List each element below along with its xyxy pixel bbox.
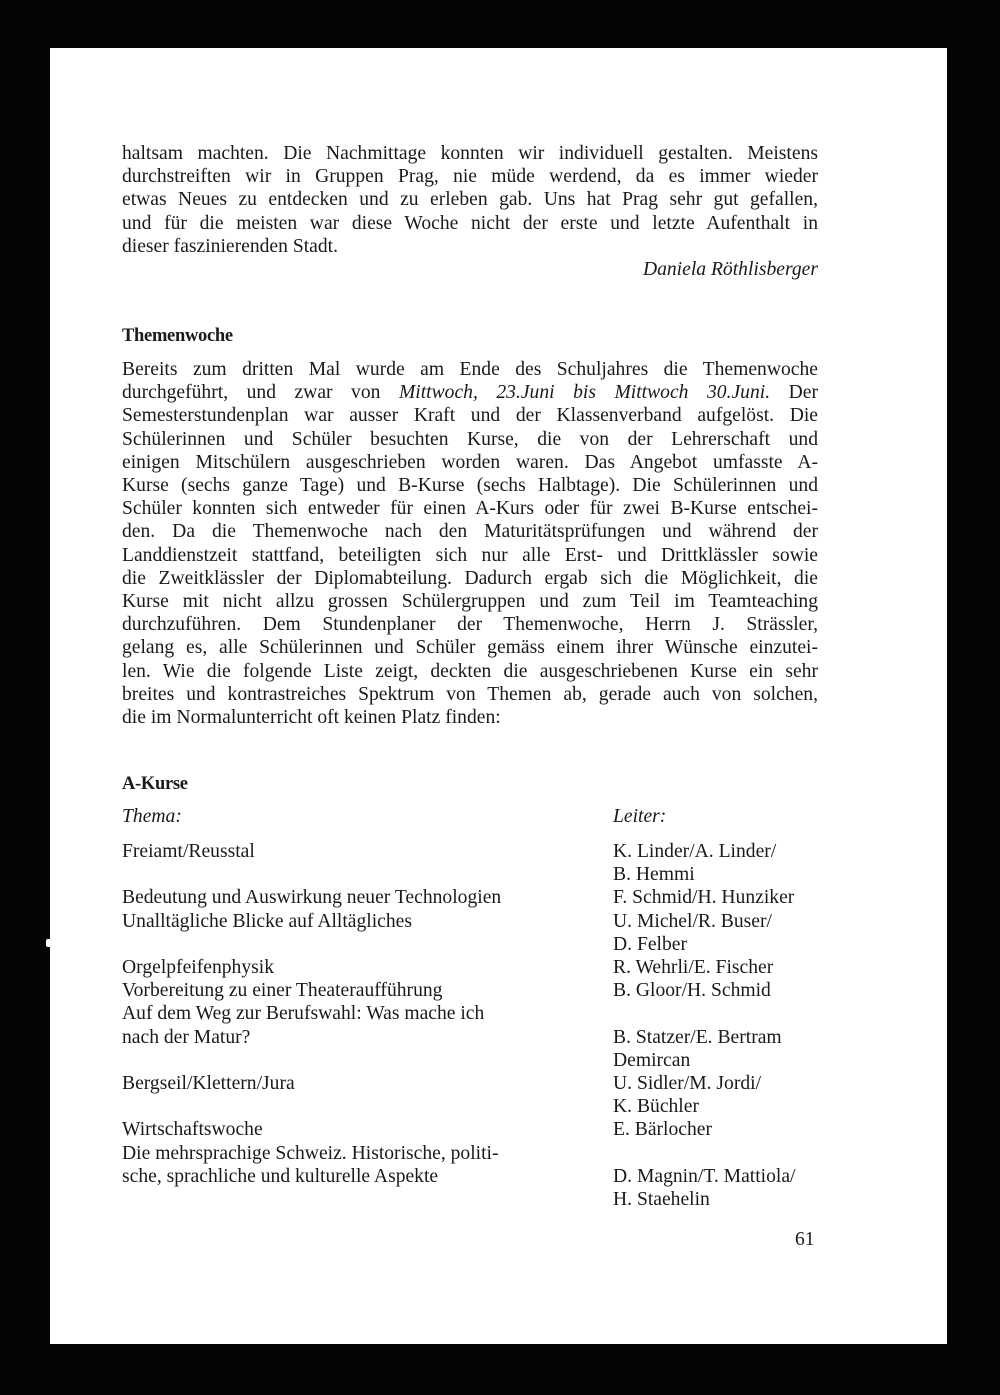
course-leader: B. Statzer/E. Bertram [613, 1026, 782, 1048]
text-line: Landdienstzeit stattfand, beteiligten sich nur alle Erst- und Drittklässler sowie [122, 544, 818, 566]
thema-column-header: Thema: [122, 806, 182, 827]
course-leader: B. Hemmi [613, 864, 695, 886]
course-topic: sche, sprachliche und kulturelle Aspekte [122, 1165, 439, 1187]
course-topic: Orgelpfeifenphysik [122, 956, 274, 978]
section-heading-themenwoche: Themenwoche [122, 326, 233, 346]
text-line: die Zweitklässler der Diplomabteilung. Dadurch ergab sich die Möglichkeit, die [122, 567, 818, 589]
intro-paragraph [122, 142, 818, 258]
spacer [122, 863, 501, 886]
course-leader: U. Michel/R. Buser/ [613, 910, 772, 932]
course-topic: Unalltägliche Blicke auf Alltägliches [122, 910, 413, 932]
text-line: haltsam machten. Die Nachmittage konnten wir individuell gestalten. Meistens [122, 143, 818, 164]
spacer [122, 1095, 501, 1118]
course-topic: Die mehrsprachige Schweiz. Historische, politi- [122, 1142, 499, 1164]
spacer [613, 1142, 796, 1165]
course-leader: K. Büchler [613, 1096, 699, 1118]
course-leader: D. Magnin/T. Mattiola/ [613, 1165, 796, 1187]
text-line: durchstreiften wir in Gruppen Prag, nie müde werdend, da es immer wieder [122, 166, 818, 188]
course-topic: Bedeutung und Auswirkung neuer Technologien [122, 887, 502, 909]
thema-list [122, 840, 501, 1188]
course-leader: H. Staehelin [613, 1189, 710, 1211]
course-topic: Wirtschaftswoche [122, 1119, 263, 1141]
course-leader: B. Gloor/H. Schmid [613, 980, 771, 1002]
text-fragment: durchgeführt, und zwar von [122, 382, 399, 404]
text-line: Kurse (sechs ganze Tage) und B-Kurse (sechs Halbtage). Die Schülerinnen und [122, 475, 818, 497]
course-topic: Bergseil/Klettern/Jura [122, 1072, 295, 1094]
text-line: len. Wie die folgende Liste zeigt, deckten die ausgeschriebenen Kurse ein sehr [122, 660, 818, 682]
text-line: Semesterstundenplan war ausser Kraft und der Klassenverband aufgelöst. Die [122, 405, 818, 427]
course-leader: F. Schmid/H. Hunziker [613, 887, 795, 909]
text-line: den. Da die Themenwoche nach den Maturitätsprüfungen und während der [122, 521, 818, 543]
course-leader: U. Sidler/M. Jordi/ [613, 1073, 762, 1095]
text-line: Schüler konnten sich entweder für einen A-Kurs oder für zwei B-Kurse entschei- [122, 498, 818, 520]
text-line: etwas Neues zu entdecken und zu erleben gab. Uns hat Prag sehr gut gefallen, [122, 189, 818, 211]
document-page [50, 48, 947, 1344]
course-leader: K. Linder/A. Linder/ [613, 841, 777, 862]
course-topic: Vorbereitung zu einer Theateraufführung [122, 980, 443, 1002]
course-leader: E. Bärlocher [613, 1119, 713, 1141]
spacer [122, 933, 501, 956]
spacer [613, 1002, 796, 1025]
text-line: breites und kontrastreiches Spektrum von Themen ab, gerade auch von solchen, [122, 683, 818, 705]
course-topic: Auf dem Weg zur Berufswahl: Was mache ich [122, 1003, 485, 1025]
text-line: einigen Mitschülern ausgeschrieben worden waren. Das Angebot umfasste A- [122, 451, 818, 473]
text-line: Bereits zum dritten Mal wurde am Ende des Schuljahres die Themenwoche [122, 359, 818, 380]
author-signature: Daniela Röthlisberger [642, 259, 818, 280]
leiter-column-header: Leiter: [613, 806, 667, 827]
course-leader: D. Felber [613, 933, 688, 955]
text-line-dates [122, 381, 818, 404]
scan-artifact [46, 939, 51, 947]
course-leader: R. Wehrli/E. Fischer [613, 957, 774, 979]
text-line: dieser faszinierenden Stadt. [122, 235, 338, 257]
text-line: und für die meisten war diese Woche nicht der erste und letzte Aufenthalt in [122, 212, 818, 234]
text-line: Schülerinnen und Schüler besuchten Kurse, die von der Lehrerschaft und [122, 428, 818, 450]
course-topic: Freiamt/Reusstal [122, 841, 255, 862]
text-line: Kurse mit nicht allzu grossen Schülergruppen und zum Teil im Teamteaching [122, 591, 818, 613]
page-number: 61 [795, 1229, 815, 1250]
course-leader: Demircan [613, 1049, 691, 1071]
date-range: Mittwoch, 23.Juni bis Mittwoch 30.Juni. [398, 382, 771, 404]
spacer [122, 1049, 501, 1072]
text-line: gelang es, alle Schülerinnen und Schüler gemäss einem ihrer Wünsche einzutei- [122, 637, 818, 659]
text-fragment: Der [770, 382, 818, 404]
text-line: durchzuführen. Dem Stundenplaner der Themenwoche, Herrn J. Strässler, [122, 614, 818, 636]
section-heading-a-kurse: A-Kurse [122, 774, 188, 794]
course-topic: nach der Matur? [122, 1026, 251, 1048]
themenwoche-paragraph [122, 358, 818, 729]
leiter-list [613, 840, 796, 1211]
text-line: die im Normalunterricht oft keinen Platz finden: [122, 707, 501, 729]
